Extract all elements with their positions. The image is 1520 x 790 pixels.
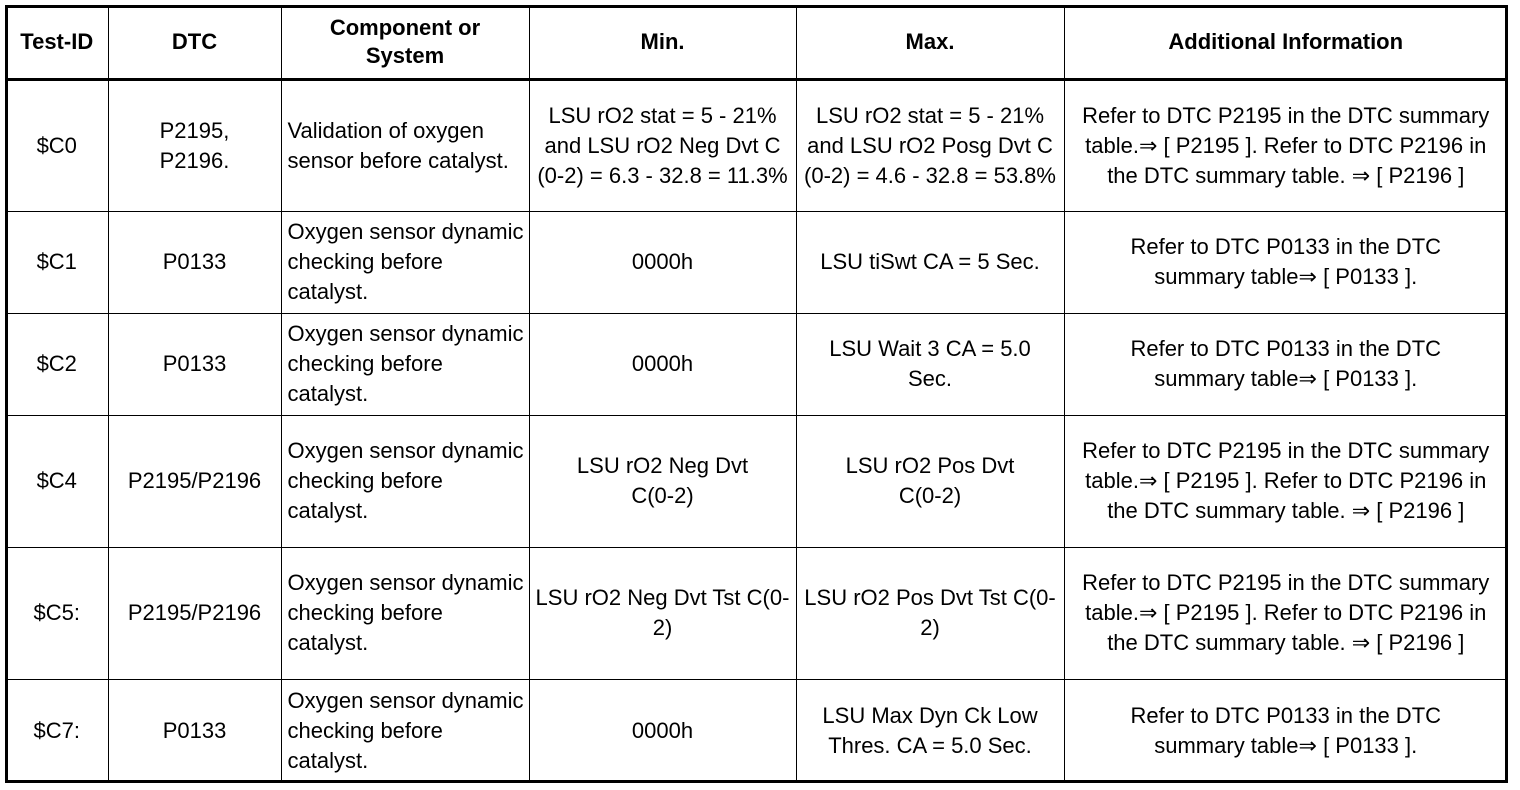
header-component: Component or System bbox=[281, 6, 529, 79]
cell-info: Refer to DTC P2195 in the DTC summary table.⇒ [ P2195 ]. Refer to DTC P2196 in the DTC summary table. ⇒ [ P2196 ] bbox=[1064, 547, 1507, 679]
table-row bbox=[6, 415, 1507, 547]
cell-max: LSU rO2 Pos Dvt C(0-2) bbox=[796, 415, 1064, 547]
cell-dtc: P2195/P2196 bbox=[108, 415, 281, 547]
cell-max: LSU rO2 Pos Dvt Tst C(0-2) bbox=[796, 547, 1064, 679]
cell-max: LSU rO2 stat = 5 - 21% and LSU rO2 Posg Dvt C (0-2) = 4.6 - 32.8 = 53.8% bbox=[796, 79, 1064, 211]
cell-min: 0000h bbox=[529, 679, 796, 782]
cell-max: LSU Wait 3 CA = 5.0 Sec. bbox=[796, 313, 1064, 415]
header-max: Max. bbox=[796, 6, 1064, 79]
cell-test-id: $C7: bbox=[6, 679, 108, 782]
table-row bbox=[6, 547, 1507, 679]
header-dtc: DTC bbox=[108, 6, 281, 79]
cell-dtc: P2195/P2196 bbox=[108, 547, 281, 679]
cell-max: LSU Max Dyn Ck Low Thres. CA = 5.0 Sec. bbox=[796, 679, 1064, 782]
cell-dtc: P2195, P2196. bbox=[108, 79, 281, 211]
cell-test-id: $C1 bbox=[6, 211, 108, 313]
cell-dtc: P0133 bbox=[108, 211, 281, 313]
cell-min: LSU rO2 Neg Dvt C(0-2) bbox=[529, 415, 796, 547]
cell-component: Oxygen sensor dynamic checking before catalyst. bbox=[281, 547, 529, 679]
cell-component: Oxygen sensor dynamic checking before catalyst. bbox=[281, 211, 529, 313]
cell-min: 0000h bbox=[529, 313, 796, 415]
cell-dtc: P0133 bbox=[108, 313, 281, 415]
cell-min: 0000h bbox=[529, 211, 796, 313]
header-test-id: Test-ID bbox=[6, 6, 108, 79]
cell-test-id: $C0 bbox=[6, 79, 108, 211]
cell-info: Refer to DTC P0133 in the DTC summary table⇒ [ P0133 ]. bbox=[1064, 211, 1507, 313]
table-header-row bbox=[6, 6, 1507, 79]
cell-component: Validation of oxygen sensor before catalyst. bbox=[281, 79, 529, 211]
cell-dtc: P0133 bbox=[108, 679, 281, 782]
table-row bbox=[6, 313, 1507, 415]
cell-component: Oxygen sensor dynamic checking before catalyst. bbox=[281, 679, 529, 782]
cell-min: LSU rO2 stat = 5 - 21% and LSU rO2 Neg Dvt C (0-2) = 6.3 - 32.8 = 11.3% bbox=[529, 79, 796, 211]
cell-min: LSU rO2 Neg Dvt Tst C(0-2) bbox=[529, 547, 796, 679]
dtc-test-table bbox=[6, 6, 1507, 782]
cell-test-id: $C5: bbox=[6, 547, 108, 679]
header-additional-info: Additional Information bbox=[1064, 6, 1507, 79]
cell-info: Refer to DTC P0133 in the DTC summary table⇒ [ P0133 ]. bbox=[1064, 679, 1507, 782]
header-min: Min. bbox=[529, 6, 796, 79]
cell-component: Oxygen sensor dynamic checking before catalyst. bbox=[281, 415, 529, 547]
cell-max: LSU tiSwt CA = 5 Sec. bbox=[796, 211, 1064, 313]
cell-test-id: $C2 bbox=[6, 313, 108, 415]
table-row bbox=[6, 679, 1507, 782]
table-row bbox=[6, 211, 1507, 313]
cell-component: Oxygen sensor dynamic checking before catalyst. bbox=[281, 313, 529, 415]
cell-info: Refer to DTC P0133 in the DTC summary table⇒ [ P0133 ]. bbox=[1064, 313, 1507, 415]
cell-info: Refer to DTC P2195 in the DTC summary table.⇒ [ P2195 ]. Refer to DTC P2196 in the DTC summary table. ⇒ [ P2196 ] bbox=[1064, 415, 1507, 547]
cell-test-id: $C4 bbox=[6, 415, 108, 547]
table-row bbox=[6, 79, 1507, 211]
cell-info: Refer to DTC P2195 in the DTC summary table.⇒ [ P2195 ]. Refer to DTC P2196 in the DTC summary table. ⇒ [ P2196 ] bbox=[1064, 79, 1507, 211]
